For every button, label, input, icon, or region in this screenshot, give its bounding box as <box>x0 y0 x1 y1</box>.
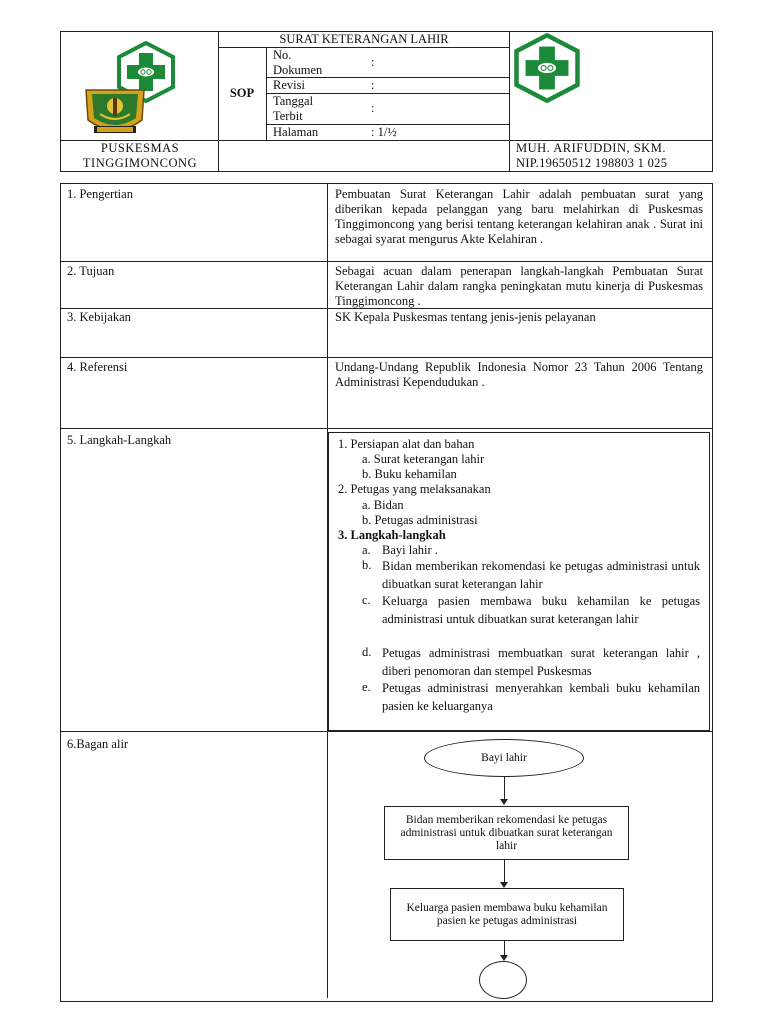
head-name: MUH. ARIFUDDIN, SKM. <box>516 141 666 155</box>
section-pengertian-text: Pembuatan Surat Keterangan Lahir adalah pembuatan surat yang diberikan kepada pelanggan yang baru melahirkan di Puskesmas Tinggimoncong yang berisi tentang keterangan kelahiran anak . Surat ini sebagai syarat mengurus Akte Kelahiran . <box>335 187 703 246</box>
flowchart-connector-node <box>479 961 527 999</box>
section-bagan-label: 6.Bagan alir <box>67 737 129 751</box>
langkah-group1-item: b. Buku kehamilan <box>362 467 457 481</box>
document-title: SURAT KETERANGAN LAHIR <box>279 32 449 46</box>
section-tujuan-text: Sebagai acuan dalam penerapan langkah-langkah Pembuatan Surat Keterangan Lahir dalam rangka peningkatan mutu kinerja di Puskesmas Tinggimoncong . <box>335 264 703 308</box>
langkah-group1-title: 1. Persiapan alat dan bahan <box>338 437 475 451</box>
langkah-group2-item: a. Bidan <box>362 498 404 512</box>
langkah-group2-item: b. Petugas administrasi <box>362 513 478 527</box>
field-value-tanggal-terbit: : <box>371 101 375 115</box>
langkah-step-text: Bidan memberikan rekomendasi ke petugas administrasi untuk dibuatkan surat keterangan lahir <box>382 559 700 591</box>
section-kebijakan-text: SK Kepala Puskesmas tentang jenis-jenis pelayanan <box>335 310 596 324</box>
field-value-halaman: : 1/½ <box>371 125 397 139</box>
flowchart-process-node <box>384 806 629 860</box>
field-value-revisi: : <box>371 78 375 92</box>
puskesmas-logo-right-icon <box>512 33 582 103</box>
section-referensi-label: 4. Referensi <box>67 360 128 374</box>
flowchart-node-text: Bayi lahir <box>481 751 527 764</box>
langkah-step-text: Keluarga pasien membawa buku kehamilan ke petugas administrasi untuk dibuatkan surat keterangan lahir <box>382 594 700 626</box>
field-label-tanggal-terbit: Tanggal Terbit <box>273 94 314 123</box>
field-label-no-dokumen: No. Dokumen <box>273 48 323 77</box>
langkah-step-marker: e. <box>362 680 371 694</box>
langkah-step-text: Petugas administrasi menyerahkan kembali buku kehamilan pasien ke keluarganya <box>382 681 700 713</box>
sop-label: SOP <box>229 86 255 100</box>
section-referensi-text: Undang-Undang Republik Indonesia Nomor 23 Tahun 2006 Tentang Administrasi Kependudukan . <box>335 360 703 389</box>
field-value-no-dokumen: : <box>371 55 375 69</box>
section-pengertian-label: 1. Pengertian <box>67 187 133 201</box>
section-langkah-label: 5. Langkah-Langkah <box>67 433 172 447</box>
langkah-step-text: Bayi lahir . <box>382 543 438 557</box>
regency-emblem-icon <box>82 84 148 140</box>
langkah-group3-title: 3. Langkah-langkah <box>338 528 446 542</box>
field-label-halaman: Halaman <box>273 125 319 139</box>
organization-name: PUSKESMAS TINGGIMONCONG <box>82 141 198 170</box>
field-label-revisi: Revisi <box>273 78 305 92</box>
flowchart-node-text: Bidan memberikan rekomendasi ke petugas administrasi untuk dibuatkan surat keterangan lahir <box>400 813 613 852</box>
head-nip: NIP.19650512 198803 1 025 <box>516 156 668 170</box>
langkah-step-marker: d. <box>362 645 372 659</box>
langkah-step-marker: c. <box>362 593 371 607</box>
section-kebijakan-label: 3. Kebijakan <box>67 310 131 324</box>
section-tujuan-label: 2. Tujuan <box>67 264 115 278</box>
langkah-group1-item: a. Surat keterangan lahir <box>362 452 485 466</box>
langkah-step-marker: b. <box>362 558 372 572</box>
langkah-group2-title: 2. Petugas yang melaksanakan <box>338 482 491 496</box>
flowchart-node-text: Keluarga pasien membawa buku kehamilan pasien ke petugas administrasi <box>406 901 608 927</box>
langkah-step-marker: a. <box>362 543 371 557</box>
flowchart-process-node <box>390 888 624 941</box>
langkah-step-text: Petugas administrasi membuatkan surat keterangan lahir , diberi penomoran dan stempel Puskesmas <box>382 646 700 678</box>
flowchart-start-node <box>424 739 584 777</box>
